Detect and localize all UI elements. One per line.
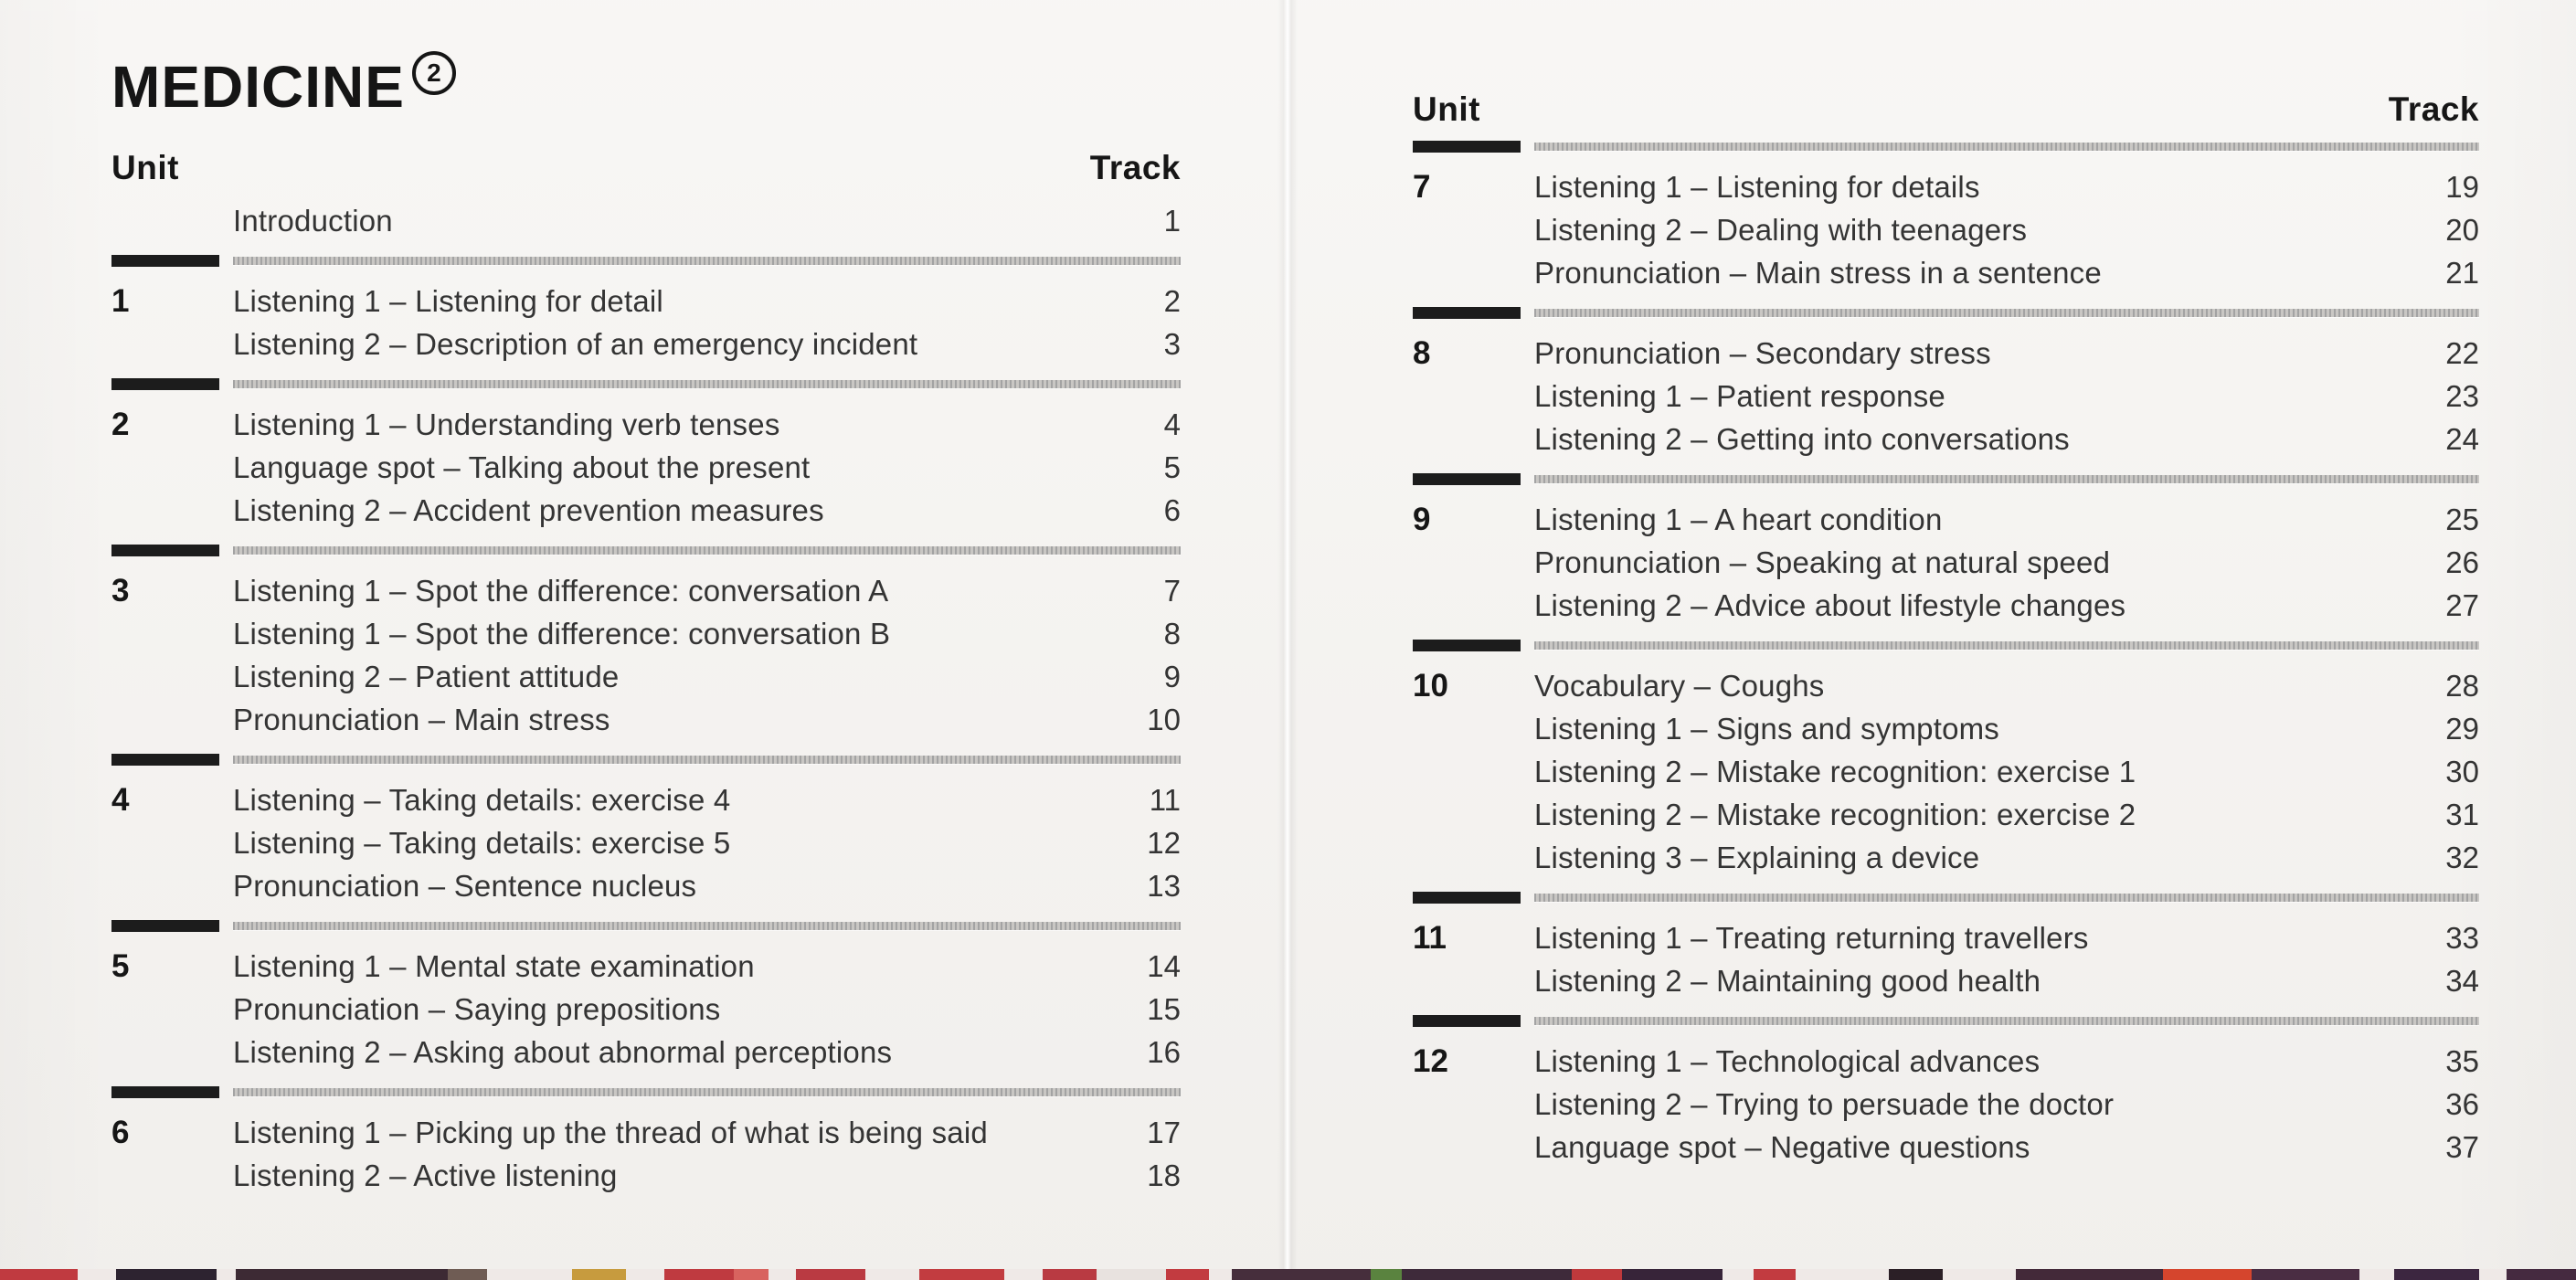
track-title: Listening 1 – Listening for details [1534, 170, 1980, 204]
strip-segment [769, 1269, 796, 1280]
unit-number: 9 [1413, 502, 1431, 537]
track-row [233, 698, 1181, 741]
track-title: Language spot – Negative questions [1534, 1130, 2030, 1164]
strip-segment [865, 1269, 919, 1280]
unit-rows [233, 945, 1181, 1074]
unit-group [111, 945, 1181, 1074]
strip-segment [664, 1269, 734, 1280]
strip-segment [572, 1269, 626, 1280]
divider-unit-bar [111, 754, 219, 766]
unit-group [1413, 664, 2479, 879]
unit-group [111, 280, 1181, 365]
strip-segment [1943, 1269, 2016, 1280]
divider-rule [1534, 309, 2479, 317]
track-row [1534, 1040, 2479, 1083]
strip-segment [1754, 1269, 1796, 1280]
track-title: Listening 2 – Trying to persuade the doctor [1534, 1087, 2115, 1121]
unit-number: 2 [111, 407, 130, 442]
track-number: 8 [1163, 617, 1181, 651]
track-row [1534, 750, 2479, 793]
divider-rule [233, 1088, 1181, 1096]
track-number: 11 [1149, 783, 1181, 817]
track-row [1534, 251, 2479, 294]
track-title: Listening 2 – Accident prevention measures [233, 493, 824, 527]
strip-segment [2163, 1269, 2252, 1280]
divider-unit-bar [1413, 892, 1521, 904]
unit-column-header: Unit [111, 149, 179, 186]
track-column-header: Track [1089, 149, 1181, 186]
unit-number: 1 [111, 283, 130, 319]
track-row [1534, 916, 2479, 959]
divider-unit-bar [111, 255, 219, 267]
unit-group [111, 403, 1181, 532]
section-divider [111, 920, 1181, 932]
strip-segment [1166, 1269, 1208, 1280]
strip-segment [734, 1269, 769, 1280]
strip-segment [1371, 1269, 1402, 1280]
track-number: 35 [2445, 1044, 2479, 1078]
divider-unit-bar [111, 920, 219, 932]
track-number: 17 [1147, 1116, 1181, 1149]
track-title: Pronunciation – Main stress [233, 703, 610, 736]
unit-number: 5 [111, 948, 130, 984]
track-title: Pronunciation – Sentence nucleus [233, 869, 697, 903]
unit-rows [1534, 1040, 2479, 1169]
track-row [233, 821, 1181, 864]
track-title: Listening 1 – Understanding verb tenses [233, 407, 780, 441]
track-number: 4 [1163, 407, 1181, 441]
track-title: Listening – Taking details: exercise 4 [233, 783, 731, 817]
strip-segment [1043, 1269, 1097, 1280]
track-number: 1 [1163, 204, 1181, 238]
track-number: 37 [2445, 1130, 2479, 1164]
strip-segment [217, 1269, 236, 1280]
unit-group [111, 778, 1181, 907]
track-row [233, 446, 1181, 489]
track-number: 5 [1163, 450, 1181, 484]
track-title: Listening 2 – Getting into conversations [1534, 422, 2070, 456]
track-title: Listening 1 – Treating returning travellers [1534, 921, 2089, 955]
track-number: 32 [2445, 841, 2479, 874]
track-title: Listening 3 – Explaining a device [1534, 841, 1980, 874]
track-row [1534, 165, 2479, 208]
strip-segment [78, 1269, 116, 1280]
track-number: 30 [2445, 755, 2479, 788]
track-number: 25 [2445, 502, 2479, 536]
divider-rule [1534, 143, 2479, 151]
divider-unit-bar [1413, 141, 1521, 153]
strip-segment [116, 1269, 217, 1280]
track-title: Listening 2 – Mistake recognition: exercise 2 [1534, 798, 2136, 831]
track-title: Listening – Taking details: exercise 5 [233, 826, 731, 860]
track-number: 36 [2445, 1087, 2479, 1121]
track-number: 28 [2445, 669, 2479, 703]
track-row [1534, 793, 2479, 836]
track-number: 7 [1163, 574, 1181, 608]
track-title: Pronunciation – Secondary stress [1534, 336, 1991, 370]
strip-segment [2479, 1269, 2507, 1280]
track-row [233, 489, 1181, 532]
track-title: Listening 1 – Patient response [1534, 379, 1945, 413]
track-row [1534, 664, 2479, 707]
divider-unit-bar [111, 1086, 219, 1098]
track-row [233, 778, 1181, 821]
unit-group [1413, 332, 2479, 460]
unit-rows [233, 1111, 1181, 1197]
track-row [233, 1154, 1181, 1197]
strip-segment [1209, 1269, 1232, 1280]
divider-rule [1534, 894, 2479, 902]
section-divider [111, 378, 1181, 390]
divider-unit-bar [1413, 307, 1521, 319]
track-row [233, 655, 1181, 698]
strip-segment [2359, 1269, 2394, 1280]
track-number: 15 [1147, 992, 1181, 1026]
track-title: Pronunciation – Saying prepositions [233, 992, 721, 1026]
track-title: Language spot – Talking about the present [233, 450, 811, 484]
column-header-row [1413, 91, 2479, 128]
section-divider [111, 255, 1181, 267]
track-number: 12 [1147, 826, 1181, 860]
strip-segment [626, 1269, 664, 1280]
divider-unit-bar [1413, 640, 1521, 651]
divider-rule [233, 257, 1181, 265]
track-title: Listening 1 – Picking up the thread of what is being said [233, 1116, 988, 1149]
track-number: 13 [1147, 869, 1181, 903]
track-title: Listening 2 – Description of an emergency incident [233, 327, 918, 361]
divider-rule [1534, 1017, 2479, 1025]
track-list-left [111, 199, 1181, 1197]
track-number: 14 [1147, 949, 1181, 983]
section-divider [1413, 307, 2479, 319]
section-divider [1413, 141, 2479, 153]
edition-2-badge-icon: 2 [412, 51, 456, 95]
divider-rule [233, 922, 1181, 930]
divider-rule [1534, 641, 2479, 650]
strip-segment [1572, 1269, 1622, 1280]
strip-segment [487, 1269, 572, 1280]
divider-unit-bar [111, 545, 219, 556]
strip-segment [2507, 1269, 2576, 1280]
unit-rows [1534, 916, 2479, 1002]
unit-rows [233, 403, 1181, 532]
track-row [1534, 836, 2479, 879]
divider-rule [233, 380, 1181, 388]
track-title: Listening 2 – Patient attitude [233, 660, 620, 693]
strip-segment [1004, 1269, 1043, 1280]
unit-number: 6 [111, 1115, 130, 1150]
divider-unit-bar [1413, 473, 1521, 485]
track-row [233, 864, 1181, 907]
divider-rule [233, 546, 1181, 555]
track-title: Listening 1 – Spot the difference: conversation B [233, 617, 891, 651]
strip-segment [1796, 1269, 1888, 1280]
unit-group [111, 1111, 1181, 1197]
track-title: Listening 1 – Technological advances [1534, 1044, 2041, 1078]
strip-segment [1889, 1269, 1943, 1280]
unit-number: 7 [1413, 169, 1431, 205]
track-title: Listening 1 – Spot the difference: conversation A [233, 574, 889, 608]
track-number: 10 [1147, 703, 1181, 736]
track-row [233, 945, 1181, 988]
track-title: Listening 2 – Active listening [233, 1158, 618, 1192]
strip-segment [1723, 1269, 1754, 1280]
track-row [233, 569, 1181, 612]
track-title: Listening 2 – Maintaining good health [1534, 964, 2041, 998]
unit-rows [1534, 165, 2479, 294]
divider-unit-bar [111, 378, 219, 390]
track-title: Listening 2 – Dealing with teenagers [1534, 213, 2028, 247]
unit-rows [233, 199, 1181, 242]
strip-segment [448, 1269, 486, 1280]
track-number: 26 [2445, 545, 2479, 579]
track-row [1534, 375, 2479, 418]
track-number: 23 [2445, 379, 2479, 413]
track-title: Listening 1 – Signs and symptoms [1534, 712, 2000, 746]
track-number: 21 [2445, 256, 2479, 290]
unit-number: 12 [1413, 1043, 1448, 1079]
track-row [1534, 1126, 2479, 1169]
divider-rule [233, 756, 1181, 764]
section-divider [1413, 892, 2479, 904]
strip-segment [919, 1269, 1004, 1280]
track-row [233, 280, 1181, 323]
strip-segment [236, 1269, 448, 1280]
track-number: 20 [2445, 213, 2479, 247]
unit-number: 8 [1413, 335, 1431, 371]
track-title: Introduction [233, 204, 393, 238]
unit-rows [233, 280, 1181, 365]
unit-group [111, 569, 1181, 741]
unit-number: 10 [1413, 668, 1448, 703]
divider-rule [1534, 475, 2479, 483]
track-column-header: Track [2388, 90, 2479, 128]
track-row [1534, 541, 2479, 584]
unit-group [1413, 1040, 2479, 1169]
strip-segment [1097, 1269, 1166, 1280]
track-title: Pronunciation – Main stress in a sentence [1534, 256, 2102, 290]
unit-group [1413, 498, 2479, 627]
track-title: Listening 2 – Asking about abnormal perceptions [233, 1035, 893, 1069]
section-divider [111, 545, 1181, 556]
column-header-row [111, 150, 1181, 186]
page-title [111, 55, 1181, 122]
footer-color-strip [0, 1269, 2576, 1280]
track-number: 19 [2445, 170, 2479, 204]
track-row [1534, 959, 2479, 1002]
track-row [1534, 498, 2479, 541]
strip-segment [1402, 1269, 1572, 1280]
divider-unit-bar [1413, 1015, 1521, 1027]
unit-rows [233, 569, 1181, 741]
track-row [1534, 208, 2479, 251]
strip-segment [796, 1269, 865, 1280]
unit-group [1413, 165, 2479, 294]
strip-segment [0, 1269, 78, 1280]
title-text: MEDICINE [111, 54, 405, 120]
track-number: 34 [2445, 964, 2479, 998]
track-number: 3 [1163, 327, 1181, 361]
track-number: 27 [2445, 588, 2479, 622]
unit-column-header: Unit [1413, 90, 1480, 128]
track-row [233, 1031, 1181, 1074]
track-row [233, 323, 1181, 365]
track-number: 9 [1163, 660, 1181, 693]
track-title: Listening 1 – Listening for detail [233, 284, 663, 318]
track-row [1534, 1083, 2479, 1126]
track-number: 29 [2445, 712, 2479, 746]
unit-rows [233, 778, 1181, 907]
section-divider [111, 1086, 1181, 1098]
strip-segment [2252, 1269, 2359, 1280]
track-row [233, 403, 1181, 446]
section-divider [1413, 640, 2479, 651]
unit-number: 11 [1413, 920, 1447, 956]
track-row [233, 199, 1181, 242]
unit-number: 3 [111, 573, 130, 608]
track-row [1534, 707, 2479, 750]
page-right [1288, 0, 2576, 1280]
track-row [1534, 584, 2479, 627]
track-row [1534, 332, 2479, 375]
track-title: Vocabulary – Coughs [1534, 669, 1825, 703]
unit-rows [1534, 664, 2479, 879]
track-title: Listening 1 – A heart condition [1534, 502, 1943, 536]
track-number: 33 [2445, 921, 2479, 955]
strip-segment [1232, 1269, 1371, 1280]
track-number: 6 [1163, 493, 1181, 527]
track-title: Pronunciation – Speaking at natural speed [1534, 545, 2111, 579]
section-divider [111, 754, 1181, 766]
strip-segment [2394, 1269, 2479, 1280]
track-number: 2 [1163, 284, 1181, 318]
track-number: 16 [1147, 1035, 1181, 1069]
track-list-right [1413, 141, 2479, 1169]
track-row [1534, 418, 2479, 460]
track-row [233, 988, 1181, 1031]
track-row [233, 1111, 1181, 1154]
unit-group [1413, 916, 2479, 1002]
track-number: 18 [1147, 1158, 1181, 1192]
track-row [233, 612, 1181, 655]
track-title: Listening 2 – Mistake recognition: exercise 1 [1534, 755, 2136, 788]
unit-rows [1534, 332, 2479, 460]
track-number: 31 [2445, 798, 2479, 831]
track-title: Listening 2 – Advice about lifestyle changes [1534, 588, 2126, 622]
section-divider [1413, 473, 2479, 485]
track-number: 24 [2445, 422, 2479, 456]
unit-number: 4 [111, 782, 130, 818]
track-title: Listening 1 – Mental state examination [233, 949, 755, 983]
section-divider [1413, 1015, 2479, 1027]
unit-group [111, 199, 1181, 242]
track-number: 22 [2445, 336, 2479, 370]
unit-rows [1534, 498, 2479, 627]
strip-segment [2016, 1269, 2163, 1280]
strip-segment [1622, 1269, 1723, 1280]
